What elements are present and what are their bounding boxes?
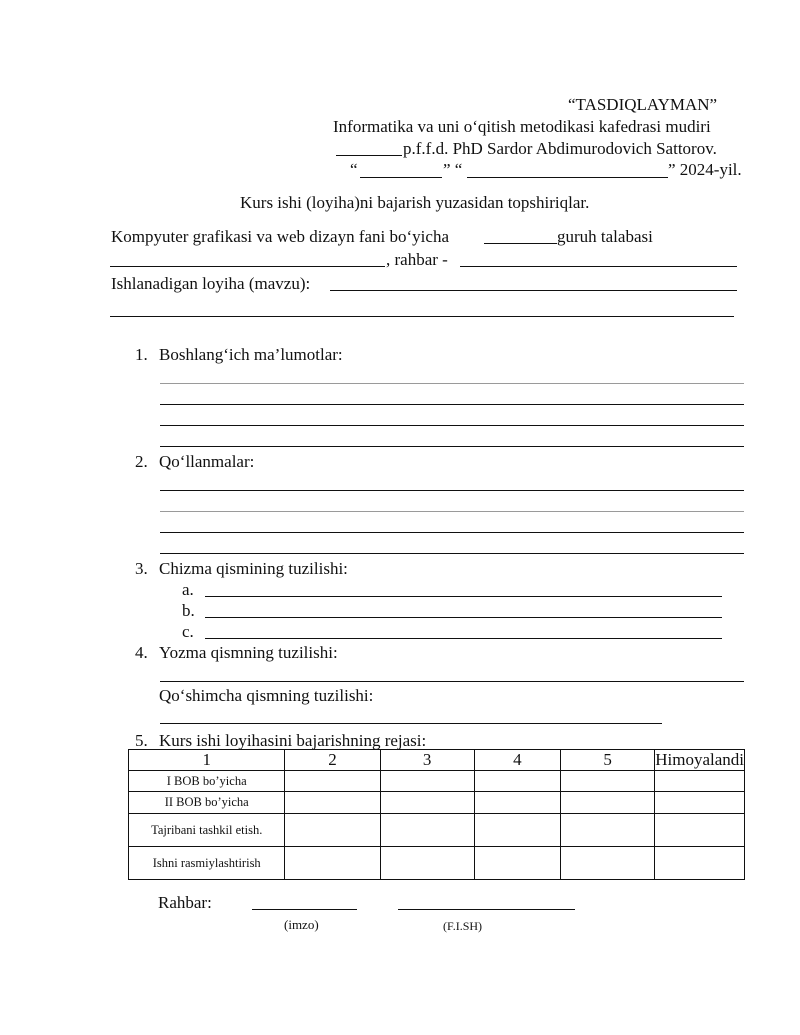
section-3-item-b: b.	[182, 601, 195, 620]
section-1-line	[160, 383, 744, 384]
signature-label: Rahbar:	[158, 893, 212, 912]
section-1-line	[160, 446, 744, 447]
student-name-blank	[110, 266, 385, 267]
table-row	[129, 792, 745, 814]
plan-col-2: 2	[285, 750, 380, 771]
section-5-number: 5.	[135, 731, 148, 750]
section-2-number: 2.	[135, 452, 148, 471]
section-3-number: 3.	[135, 559, 148, 578]
group-blank	[484, 243, 557, 244]
table-cell	[380, 771, 474, 792]
project-topic-blank-2	[110, 316, 734, 317]
signature-imzo-blank	[252, 909, 357, 910]
signature-fish-caption: (F.I.SH)	[443, 919, 483, 933]
section-4-line	[160, 681, 744, 682]
table-cell	[561, 847, 655, 880]
section-1-number: 1.	[135, 345, 148, 364]
table-row	[129, 847, 745, 880]
plan-col-3: 3	[380, 750, 474, 771]
section-3-title: Chizma qismining tuzilishi:	[159, 559, 348, 578]
section-4-extra-line	[160, 723, 662, 724]
approval-position: Informatika va uni o‘qitish metodikasi kafedrasi mudiri	[333, 117, 711, 136]
table-cell	[561, 771, 655, 792]
approval-date-year: ” 2024-yil.	[668, 160, 742, 179]
section-4-number: 4.	[135, 643, 148, 662]
table-cell	[655, 847, 745, 880]
approval-signature-blank	[336, 155, 402, 156]
section-2-line	[160, 553, 744, 554]
approval-title: “TASDIQLAYMAN”	[568, 95, 718, 114]
plan-table-header	[129, 750, 745, 771]
table-cell	[285, 814, 380, 847]
section-3-item-c-line	[205, 638, 722, 639]
document-heading: Kurs ishi (loyiha)ni bajarish yuzasidan topshiriqlar.	[240, 193, 590, 212]
row-label: Tajribani tashkil etish.	[129, 814, 285, 847]
row-label: Ishni rasmiylashtirish	[129, 847, 285, 880]
table-cell	[474, 792, 560, 814]
section-1-title: Boshlang‘ich ma’lumotlar:	[159, 345, 343, 364]
table-cell	[285, 847, 380, 880]
section-4-extra-title: Qo‘shimcha qismning tuzilishi:	[159, 686, 374, 705]
table-cell	[655, 814, 745, 847]
table-cell	[285, 792, 380, 814]
table-cell	[474, 771, 560, 792]
project-topic-blank	[330, 290, 737, 291]
section-1-line	[160, 404, 744, 405]
row-label: II BOB bo’yicha	[129, 792, 285, 814]
supervisor-name-blank	[460, 266, 737, 267]
plan-col-1: 1	[129, 750, 285, 771]
table-cell	[561, 814, 655, 847]
row-label: I BOB bo’yicha	[129, 771, 285, 792]
plan-table	[128, 749, 745, 880]
section-2-line	[160, 490, 744, 491]
approval-signer: p.f.f.d. PhD Sardor Abdimurodovich Sattorov.	[403, 139, 717, 158]
section-2-line	[160, 532, 744, 533]
table-row	[129, 771, 745, 792]
plan-col-4: 4	[474, 750, 560, 771]
section-2-title: Qo‘llanmalar:	[159, 452, 255, 471]
section-5-title: Kurs ishi loyihasini bajarishning rejasi:	[159, 731, 427, 750]
plan-col-defended: Himoyalandi	[655, 750, 744, 769]
plan-col-5: 5	[561, 750, 655, 771]
table-cell	[561, 792, 655, 814]
approval-date-mid: ” “	[443, 160, 463, 179]
table-cell	[655, 792, 745, 814]
subject-line: Kompyuter grafikasi va web dizayn fani bo‘yicha	[111, 227, 449, 246]
section-1-line	[160, 425, 744, 426]
section-4-title: Yozma qismning tuzilishi:	[159, 643, 338, 662]
approval-day-blank	[360, 177, 442, 178]
signature-fish-blank	[398, 909, 575, 910]
signature-imzo-caption: (imzo)	[284, 917, 319, 932]
section-3-item-a: a.	[182, 580, 194, 599]
approval-date-open: “	[350, 160, 358, 179]
supervisor-label: , rahbar -	[386, 250, 448, 269]
section-2-line	[160, 511, 744, 512]
table-cell	[655, 771, 745, 792]
section-3-item-a-line	[205, 596, 722, 597]
table-row	[129, 814, 745, 847]
table-cell	[380, 847, 474, 880]
table-cell	[474, 847, 560, 880]
section-3-item-b-line	[205, 617, 722, 618]
approval-month-blank	[467, 177, 668, 178]
table-cell	[380, 814, 474, 847]
table-cell	[285, 771, 380, 792]
project-topic-label: Ishlanadigan loyiha (mavzu):	[111, 274, 311, 293]
table-cell	[380, 792, 474, 814]
section-3-item-c: c.	[182, 622, 194, 641]
group-label: guruh talabasi	[557, 227, 653, 246]
table-cell	[474, 814, 560, 847]
